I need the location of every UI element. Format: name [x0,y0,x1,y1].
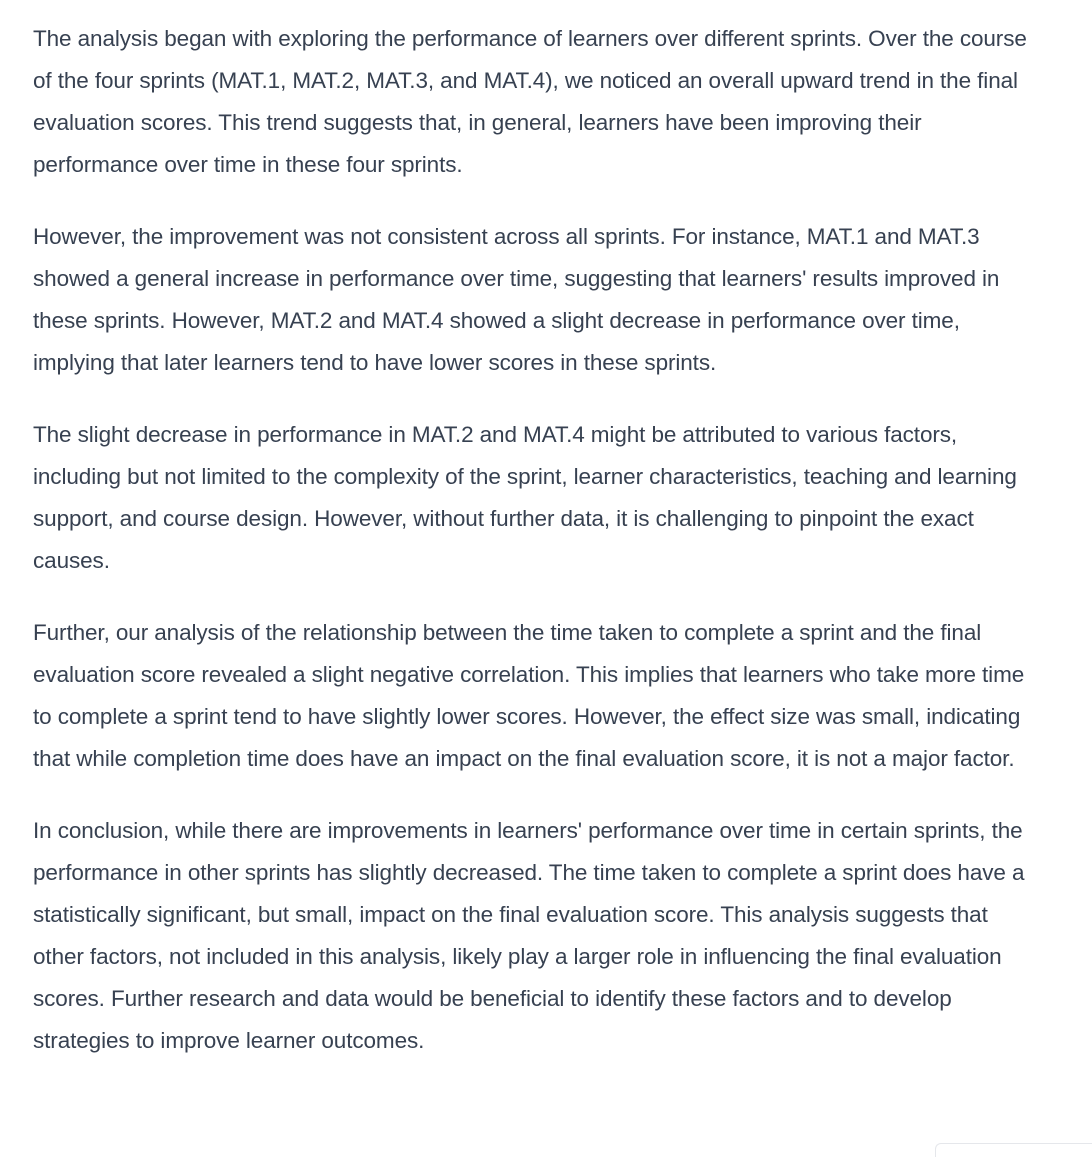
assistant-message [33,18,1033,1062]
input-box-edge [935,1143,1092,1157]
message-paragraph-2: However, the improvement was not consistent across all sprints. For instance, MAT.1 and MAT.3 showed a general increase in performance over time, suggesting that learners' results improved in these sprints. However, MAT.2 and MAT.4 showed a slight decrease in performance over time, implying that later learners tend to have lower scores in these sprints. [33,224,1000,375]
message-paragraph-5: In conclusion, while there are improvements in learners' performance over time in certain sprints, the performance in other sprints has slightly decreased. The time taken to complete a sprint does have a statistically significant, but small, impact on the final evaluation score. This analysis suggests that other factors, not included in this analysis, likely play a larger role in influencing the final evaluation scores. Further research and data would be beneficial to identify these factors and to develop strategies to improve learner outcomes. [33,818,1025,1053]
message-paragraph-3: The slight decrease in performance in MAT.2 and MAT.4 might be attributed to various factors, including but not limited to the complexity of the sprint, learner characteristics, teaching and learning support, and course design. However, without further data, it is challenging to pinpoint the exact causes. [33,422,1017,573]
message-paragraph-1: The analysis began with exploring the performance of learners over different sprints. Over the course of the four sprints (MAT.1, MAT.2, MAT.3, and MAT.4), we noticed an overall upward trend in the final evaluation scores. This trend suggests that, in general, learners have been improving their performance over time in these four sprints. [33,26,1027,177]
message-paragraph-4: Further, our analysis of the relationship between the time taken to complete a sprint and the final evaluation score revealed a slight negative correlation. This implies that learners who take more time to complete a sprint tend to have slightly lower scores. However, the effect size was small, indicating that while completion time does have an impact on the final evaluation score, it is not a major factor. [33,620,1025,771]
